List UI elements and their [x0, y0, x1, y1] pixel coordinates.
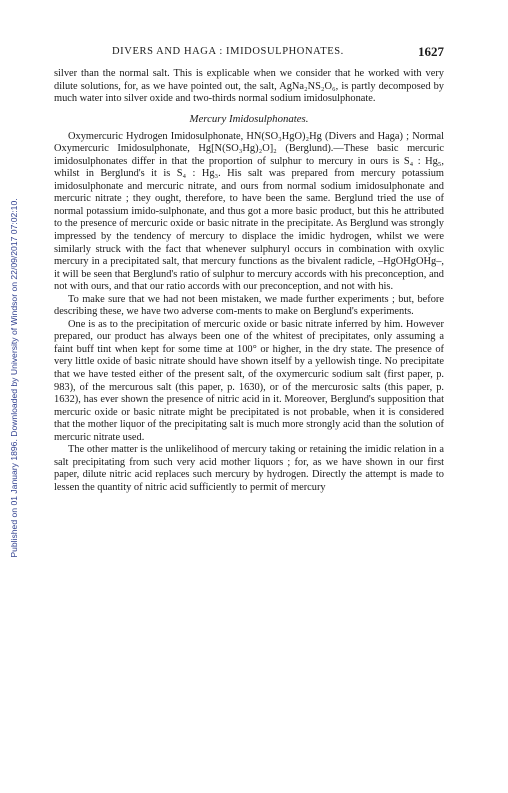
paragraph-intro: silver than the normal salt. This is explicable when we consider that he worked with very dilute solutions, for, as we have pointed out, the salt, AgNa₂NS₂O₆, is partly decomposed by much water into silver oxide and two-thirds normal sodium imidosulphonate.	[54, 68, 444, 105]
running-header	[54, 44, 444, 62]
page-number: 1627	[418, 44, 444, 59]
page-content	[54, 44, 444, 495]
paragraph-oxymercuric: Oxymercuric Hydrogen Imidosulphonate, HN(SO₃HgO)₂Hg (Divers and Haga) ; Normal Oxymercuric Imidosulphonate, Hg[N(SO₃Hg)₂O]₂ (Berglund).—These basic mercuric imidosulphonates differ in that the proportion of sulphur to mercury in ours is S₄ : Hg₅, whilst in Berglund's it is S₄ : Hg₃. His salt was prepared from mercury potassium imidosulphonate and mercuric nitrate, and ours from normal sodium imidosulphonate and mercuric nitrate ; they ought, therefore, to have been the same. Berglund tried the use of normal potassium imido-sulphonate, and thus got a more basic product, but this he attributed to the presence of mercuric oxide or basic nitrate in the precipitate. As Berglund was strongly impressed by the tendency of mercury to displace the imidic hydrogen, whilst we were similarly struck with the fact that whenever sulphuryl occurs in combination with oxylic mercury in a precipitated salt, that mercury functions as the bivalent radicle, –HgOHgOHg–, it will be seen that Berglund's ratio of sulphur to mercury accords with his preconception, and not with ours, and that our ratio accords with our preconception, and not with his.	[54, 130, 444, 293]
paragraph-make-sure: To make sure that we had not been mistaken, we made further experiments ; but, before describing these, we have two adverse com-ments to make on Berglund's experiments.	[54, 293, 444, 318]
section-title: Mercury Imidosulphonates.	[189, 112, 309, 125]
paragraph-other-matter: The other matter is the unlikelihood of mercury taking or retaining the imidic relation in a salt precipitating from such very acid mother liquors ; for, as we have shown in our first paper, dilute nitric acid replaces such mercury by hydrogen. Directly the attempt is made to lessen the quantity of nitric acid sufficiently to permit of mercury	[54, 444, 444, 493]
paragraph-precipitation: One is as to the precipitation of mercuric oxide or basic nitrate inferred by him. However prepared, our product has always been one of the whitest of precipitates, only assuming a faint buff tint when kept for some time at 100° or higher, in the dry state. The presence of very little oxide of basic nitrate should have shown itself by a yellowish tinge. No precipitate that we have tested either of the present salt, of the oxymercuric sodium salt (first paper, p. 983), of the mercurous salt (this paper, p. 1630), or of the mercurosic salts (this paper, p. 1632), has ever shown the presence of nitric acid in it. Moreover, Berglund's supposition that mercuric oxide or basic nitrate might be precipitated is not probable, when it is considered that the mother liquor of the precipitating salt is much more strongly acid than the solution of mercuric nitrate used.	[54, 318, 444, 443]
running-title: DIVERS AND HAGA : IMIDOSULPHONATES.	[112, 46, 344, 57]
download-margin-note: Published on 01 January 1896. Downloaded by University of Windsor on 22/09/2017 07:02:10.	[9, 198, 19, 558]
